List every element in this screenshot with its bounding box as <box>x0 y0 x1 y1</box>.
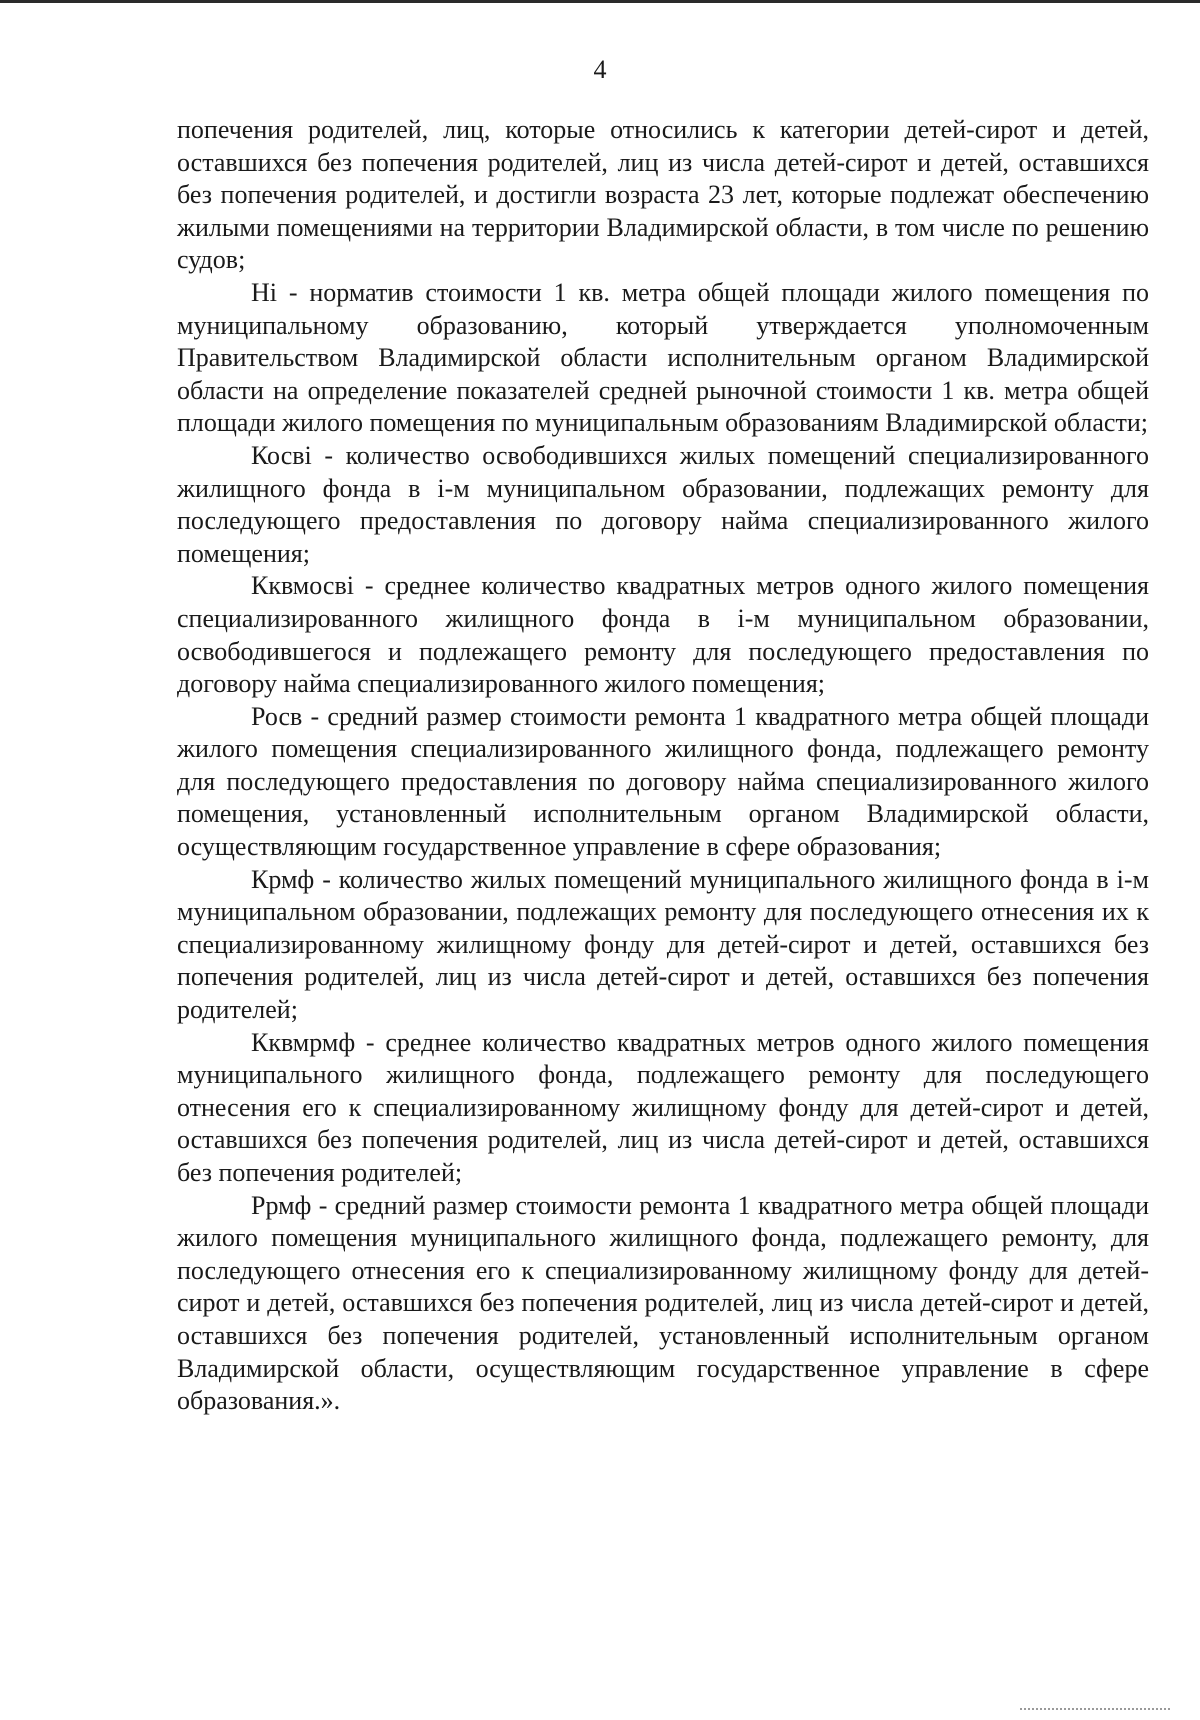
paragraph-continuation: попечения родителей, лиц, которые относились к категории детей-сирот и детей, оставшихся без попечения родителей, лиц из числа детей-сирот и детей, оставшихся без попечения родителей, и достигли возраста 23 лет, которые подлежат обеспечению жилыми помещениями на территории Владимирской области, в том числе по решению судов; <box>177 115 1149 275</box>
paragraph-rosv-definition: Росв - средний размер стоимости ремонта 1 квадратного метра общей площади жилого помещения специализированного жилищного фонда, подлежащего ремонту для последующего предоставления по договору найма специализированного жилого помещения, установленный исполнительным органом Владимирской области, осуществляющим государственное управление в сфере образования; <box>177 701 1149 862</box>
paragraph-krmf-definition: Крмф - количество жилых помещений муниципального жилищного фонда в і-м муниципальном образовании, подлежащих ремонту для последующего отнесения их к специализированному жилищному фонду для детей-сирот и детей, оставшихся без попечения родителей, лиц из числа детей-сирот и детей, оставшихся без попечения родителей; <box>177 864 1149 1025</box>
paragraph-kkvmrmf-definition: Кквмрмф - среднее количество квадратных метров одного жилого помещения муниципального жилищного фонда, подлежащего ремонту для последующего отнесения его к специализированному жилищному фонду для детей-сирот и детей, оставшихся без попечения родителей, лиц из числа детей-сирот и детей, оставшихся без попечения родителей; <box>177 1027 1149 1187</box>
top-border-line <box>0 0 1200 3</box>
paragraph-hi-definition: Ні - норматив стоимости 1 кв. метра общей площади жилого помещения по муниципальному образованию, который утверждается уполномоченным Правительством Владимирской области исполнительным органом Владимирской области на определение показателей средней рыночной стоимости 1 кв. метра общей площади жилого помещения по муниципальным образованиям Владимирской области; <box>177 277 1149 438</box>
paragraph-kkvmosvi-definition: Кквмосві - среднее количество квадратных метров одного жилого помещения специализированного жилищного фонда в і-м муниципальном образовании, освободившегося и подлежащего ремонту для последующего предоставления по договору найма специализированного жилого помещения; <box>177 571 1149 699</box>
paragraph-kosvi-definition: Косві - количество освободившихся жилых помещений специализированного жилищного фонда в і-м муниципальном образовании, подлежащих ремонту для последующего предоставления по договору найма специализированного жилого помещения; <box>177 440 1149 568</box>
page-number: 4 <box>593 55 607 84</box>
document-body <box>177 114 1149 1418</box>
paragraph-rrmf-definition: Ррмф - средний размер стоимости ремонта 1 квадратного метра общей площади жилого помещения муниципального жилищного фонда, подлежащего ремонту, для последующего отнесения его к специализированному жилищному фонду для детей-сирот и детей, оставшихся без попечения родителей, лиц из числа детей-сирот и детей, оставшихся без попечения родителей, установленный исполнительным органом Владимирской области, осуществляющим государственное управление в сфере образования.». <box>177 1190 1149 1416</box>
bottom-dotted-line <box>1020 1708 1170 1710</box>
